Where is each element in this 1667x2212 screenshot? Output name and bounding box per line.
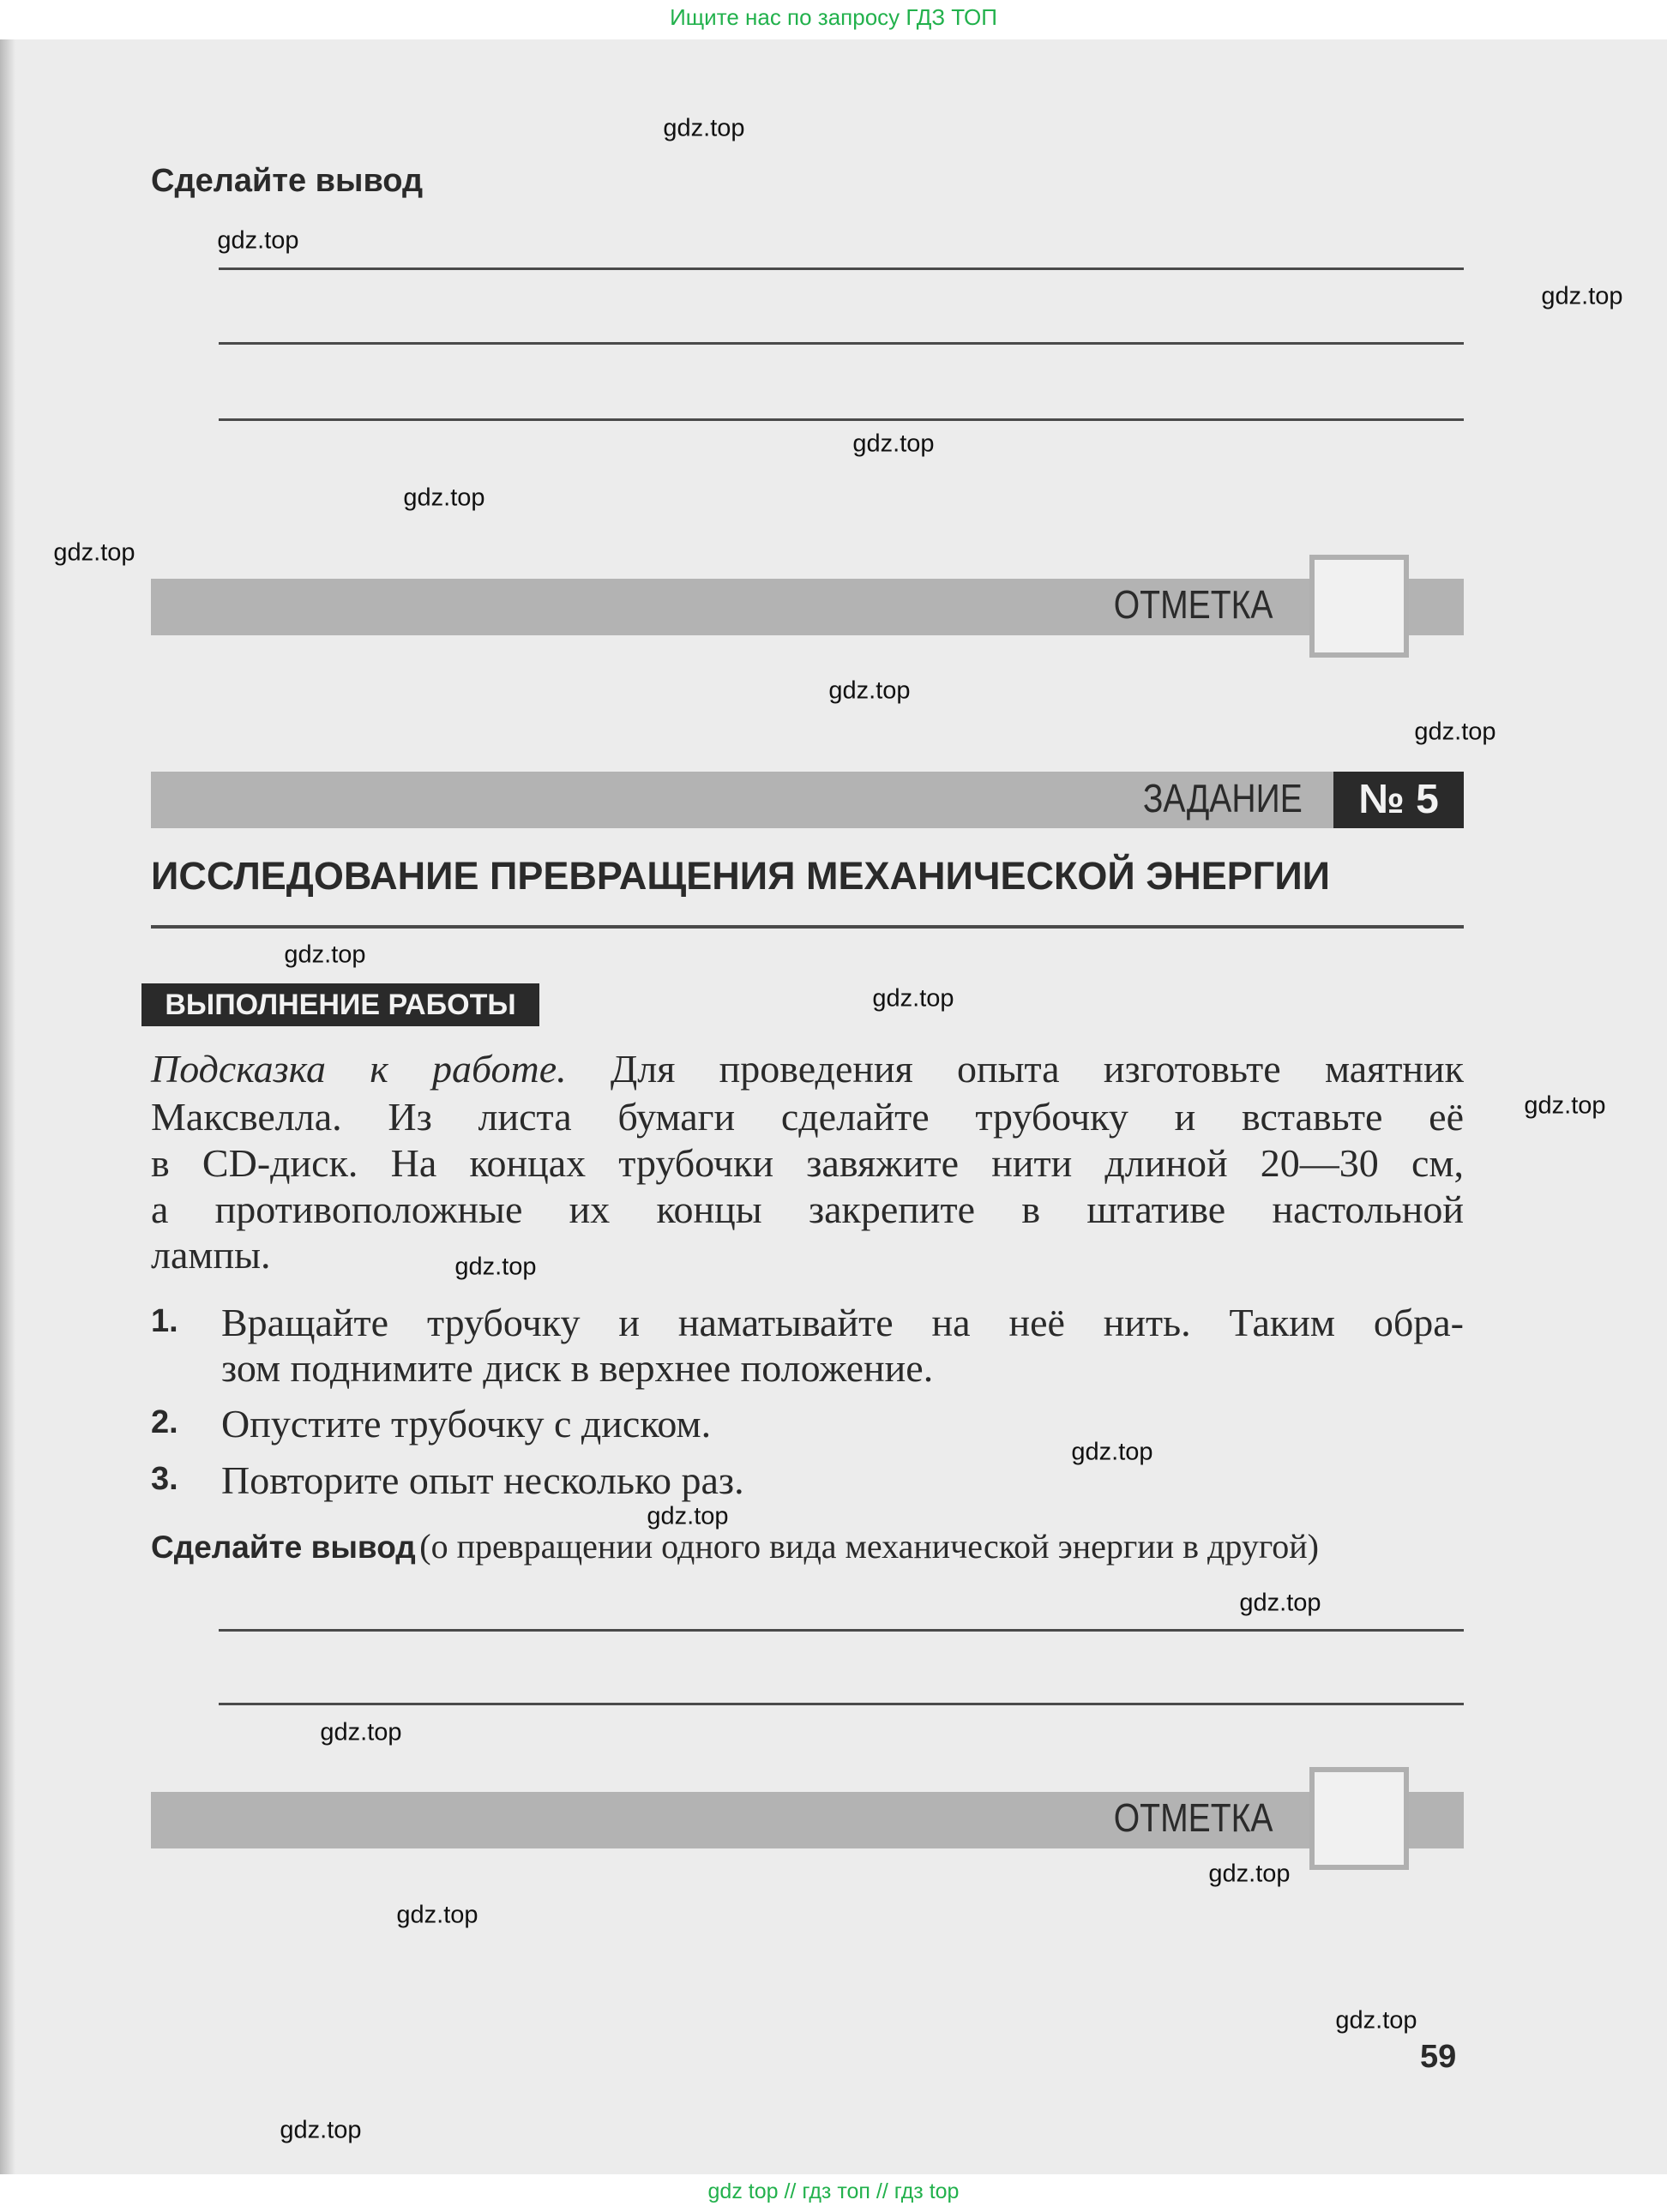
watermark: gdz.top xyxy=(1071,1438,1153,1466)
conclusion-heading xyxy=(151,1526,1319,1566)
answer-line[interactable] xyxy=(219,342,1464,345)
watermark: gdz.top xyxy=(454,1253,537,1281)
grade-box-top[interactable] xyxy=(1309,555,1409,658)
hint-line: лампы. xyxy=(151,1233,271,1277)
grade-label-bottom: ОТМЕТКА xyxy=(1113,1795,1273,1840)
watermark: gdz.top xyxy=(403,484,485,512)
watermark: gdz.top xyxy=(647,1502,729,1530)
watermark: gdz.top xyxy=(852,430,935,458)
watermark: gdz.top xyxy=(217,226,299,255)
step-text: Опустите трубочку с диском. xyxy=(221,1402,712,1446)
grade-box-bottom[interactable] xyxy=(1309,1767,1409,1870)
task-label: ЗАДАНИЕ xyxy=(1143,776,1303,820)
work-section-label: ВЫПОЛНЕНИЕ РАБОТЫ xyxy=(141,983,539,1026)
watermark: gdz.top xyxy=(1541,282,1623,310)
watermark: gdz.top xyxy=(284,941,366,969)
answer-line[interactable] xyxy=(219,1703,1464,1705)
hint-line: Максвелла. Из листа бумаги сделайте трубочку и вставьте её xyxy=(151,1095,1464,1139)
watermark: gdz.top xyxy=(663,114,745,142)
step-text: Повторите опыт несколько раз. xyxy=(221,1458,744,1502)
footer-links[interactable]: gdz top // гдз топ // гдз top xyxy=(0,2174,1667,2212)
watermark: gdz.top xyxy=(872,984,954,1013)
step-text: Вращайте трубочку и наматывайте на неё нить. Таким обра- xyxy=(221,1301,1464,1344)
task-title: ИССЛЕДОВАНИЕ ПРЕВРАЩЕНИЯ МЕХАНИЧЕСКОЙ ЭНЕРГИИ xyxy=(151,854,1331,898)
title-underline xyxy=(151,925,1464,929)
step-number: 1. xyxy=(151,1303,178,1339)
hint-line: в CD-диск. На концах трубочки завяжите нити длиной 20—30 см, xyxy=(151,1141,1464,1185)
conclusion-label: Сделайте вывод xyxy=(151,1530,416,1565)
hint-line xyxy=(151,1046,1464,1091)
watermark: gdz.top xyxy=(828,676,911,705)
page-number: 59 xyxy=(1420,2039,1457,2075)
answer-line[interactable] xyxy=(219,1629,1464,1632)
step-text: зом поднимите диск в верхнее положение. xyxy=(221,1346,934,1390)
grade-label-top: ОТМЕТКА xyxy=(1113,582,1273,627)
watermark: gdz.top xyxy=(1524,1091,1606,1120)
conclusion-hint: (о превращении одного вида механической энергии в другой) xyxy=(419,1527,1319,1566)
watermark: gdz.top xyxy=(1335,2006,1417,2035)
watermark: gdz.top xyxy=(396,1901,478,1929)
step-number: 3. xyxy=(151,1461,178,1497)
answer-line[interactable] xyxy=(219,418,1464,421)
task-number: № 5 xyxy=(1333,772,1464,828)
step-number: 2. xyxy=(151,1404,178,1440)
hint-text: Для проведения опыта изготовьте маятник xyxy=(610,1047,1465,1091)
watermark: gdz.top xyxy=(280,2116,362,2144)
answer-line[interactable] xyxy=(219,267,1464,270)
watermark: gdz.top xyxy=(1414,718,1496,746)
hint-label: Подсказка к работе. xyxy=(151,1047,567,1091)
watermark: gdz.top xyxy=(320,1718,402,1746)
watermark: gdz.top xyxy=(1208,1860,1291,1888)
search-banner[interactable]: Ищите нас по запросу ГДЗ ТОП xyxy=(670,4,997,30)
watermark: gdz.top xyxy=(1239,1589,1321,1617)
watermark: gdz.top xyxy=(53,538,135,567)
page-binding-shadow xyxy=(0,39,15,2174)
hint-line: а противоположные их концы закрепите в штативе настольной xyxy=(151,1187,1464,1231)
conclusion-label-top: Сделайте вывод xyxy=(151,163,424,199)
